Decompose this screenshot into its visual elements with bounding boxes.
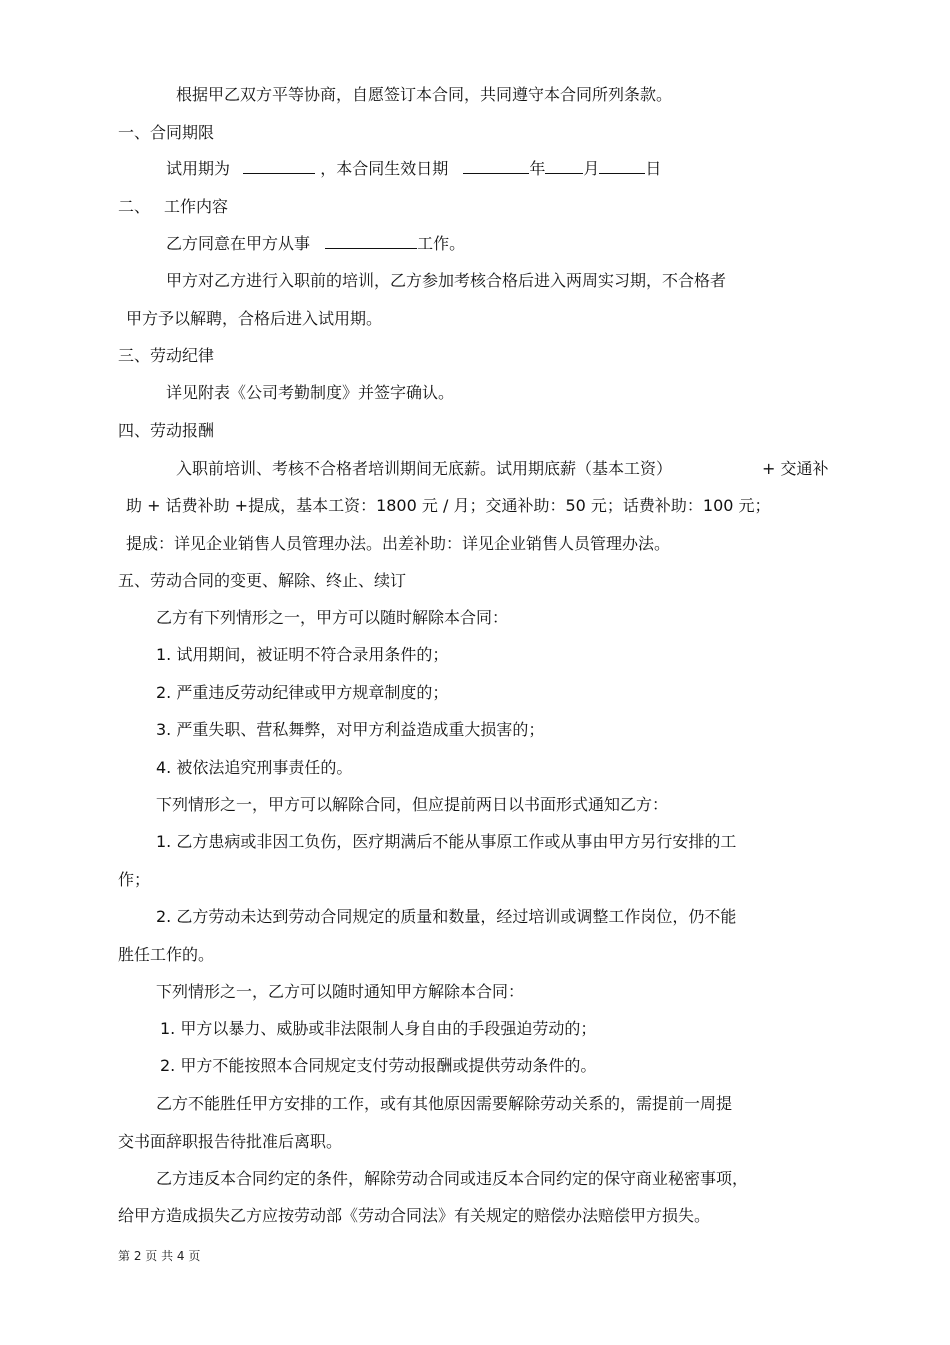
probation-line: [166, 158, 661, 180]
training-line-1: 甲方对乙方进行入职前的培训，乙方参加考核合格后进入两周实习期，不合格者: [166, 271, 727, 290]
month-label: 月: [583, 159, 600, 178]
work-content-line: [166, 233, 465, 255]
year-blank: [463, 158, 529, 174]
section-heading-pay: 四、劳动报酬: [118, 421, 215, 440]
resignation-line-1: 乙方不能胜任甲方安排的工作，或有其他原因需要解除劳动关系的，需提前一周提: [156, 1094, 733, 1113]
training-line-2: 甲方予以解聘，合格后进入试用期。: [126, 309, 383, 328]
effective-date-label: ，本合同生效日期: [320, 159, 449, 178]
pay-line-2: 助 + 话费补助 +提成，基本工资：1800 元 / 月；交通补助：50 元；话费补助：100 元；: [126, 496, 771, 515]
work-blank: [325, 233, 417, 249]
notice-item-2-line-2: 胜任工作的。: [118, 945, 215, 964]
employer-termination-intro: 乙方有下列情形之一，甲方可以随时解除本合同：: [156, 608, 509, 627]
list-item: 2. 严重违反劳动纪律或甲方规章制度的；: [156, 683, 449, 702]
year-label: 年: [529, 159, 546, 178]
day-label: 日: [645, 159, 662, 178]
list-item: 3. 严重失职、营私舞弊，对甲方利益造成重大损害的；: [156, 720, 545, 739]
notice-termination-intro: 下列情形之一，甲方可以解除合同，但应提前两日以书面形式通知乙方：: [156, 795, 669, 814]
day-blank: [599, 158, 645, 174]
page-number-footer: 第 2 页 共 4 页: [118, 1249, 201, 1263]
section-heading-discipline: 三、劳动纪律: [118, 346, 215, 365]
list-item: 1. 试用期间，被证明不符合录用条件的；: [156, 645, 449, 664]
discipline-body: 详见附表《公司考勤制度》并签字确认。: [166, 383, 455, 402]
probation-blank: [243, 158, 315, 174]
intro-paragraph: 根据甲乙双方平等协商，自愿签订本合同，共同遵守本合同所列条款。: [176, 85, 673, 104]
section-number: 二、: [118, 197, 151, 216]
notice-item-1-line-1: 1. 乙方患病或非因工负伤，医疗期满后不能从事原工作或从事由甲方另行安排的工: [156, 832, 737, 851]
resignation-line-2: 交书面辞职报告待批准后离职。: [118, 1132, 343, 1151]
pay-line-3: 提成：详见企业销售人员管理办法。出差补助：详见企业销售人员管理办法。: [126, 534, 671, 553]
list-item: 1. 甲方以暴力、威胁或非法限制人身自由的手段强迫劳动的；: [160, 1019, 597, 1038]
section-heading-term: 一、合同期限: [118, 123, 215, 142]
work-prefix: 乙方同意在甲方从事: [166, 234, 311, 253]
list-item: 2. 甲方不能按照本合同规定支付劳动报酬或提供劳动条件的。: [160, 1056, 597, 1075]
notice-item-1-line-2: 作；: [118, 870, 151, 889]
pay-line-1a: 入职前培训、考核不合格者培训期间无底薪。试用期底薪（基本工资）: [176, 459, 673, 478]
section-title: 工作内容: [164, 197, 229, 216]
pay-line-1b: + 交通补: [762, 459, 829, 478]
list-item: 4. 被依法追究刑事责任的。: [156, 758, 353, 777]
employee-termination-intro: 下列情形之一，乙方可以随时通知甲方解除本合同：: [156, 982, 525, 1001]
section-heading-work: [118, 196, 228, 218]
probation-label: 试用期为: [166, 159, 231, 178]
month-blank: [545, 158, 583, 174]
work-suffix: 工作。: [417, 234, 466, 253]
compensation-line-2: 给甲方造成损失乙方应按劳动部《劳动合同法》有关规定的赔偿办法赔偿甲方损失。: [118, 1206, 711, 1225]
notice-item-2-line-1: 2. 乙方劳动未达到劳动合同规定的质量和数量，经过培训或调整工作岗位，仍不能: [156, 907, 737, 926]
compensation-line-1: 乙方违反本合同约定的条件，解除劳动合同或违反本合同约定的保守商业秘密事项，: [156, 1169, 749, 1188]
section-heading-termination: 五、劳动合同的变更、解除、终止、续订: [118, 571, 407, 590]
